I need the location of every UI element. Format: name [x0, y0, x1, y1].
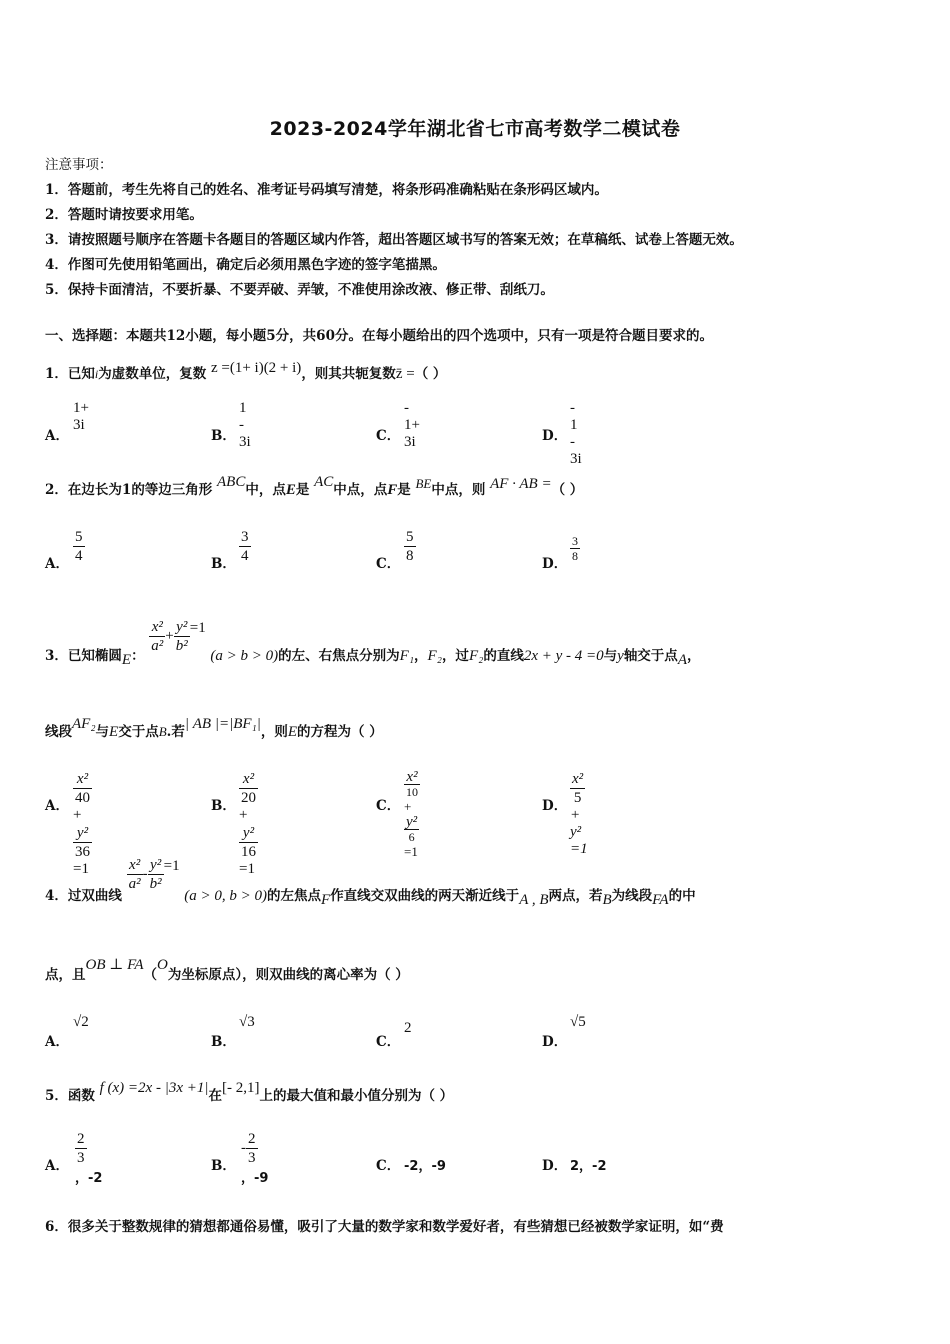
section-heading: 一、选择题：本题共12小题，每小题5分，共60分。在每小题给出的四个选项中，只有一项是符合题目要求的。: [45, 328, 713, 344]
q3-text: ：: [131, 648, 145, 664]
equals-one: =1: [239, 861, 255, 877]
option-label: D．: [542, 428, 568, 444]
option-label: A．: [45, 1034, 69, 1050]
numerator: y²: [73, 824, 92, 843]
notice-item: 2．答题时请按要求用笔。: [45, 207, 203, 223]
q4-text: 作直线交双曲线的两天渐近线于: [330, 888, 520, 904]
q4-text: 两点，若: [548, 888, 603, 904]
equals-one: =1: [73, 861, 89, 877]
option-tail: + y² =1: [570, 807, 588, 857]
q3-focus-f1: F₁: [399, 648, 415, 664]
q5-function: f (x) =2x - |3x +1|: [99, 1080, 209, 1096]
option-value: 2: [404, 1020, 412, 1036]
q3-text: 与: [603, 648, 618, 664]
fraction: [570, 534, 580, 563]
q1-conjugate: z̄ =: [395, 366, 415, 382]
option-label: A．: [45, 428, 69, 444]
equals-one: =1: [404, 844, 418, 859]
q3-text: 轴交于点: [623, 648, 678, 664]
fraction: [239, 770, 258, 807]
q3-text: ，: [686, 648, 701, 664]
denominator: 5: [573, 790, 582, 806]
q4-perpendicular: OB ⊥ FA: [85, 957, 144, 973]
fraction: [73, 528, 85, 565]
option-label: D．: [542, 556, 568, 572]
q3-text: 3．已知椭圆: [45, 648, 122, 664]
fraction: [73, 770, 92, 807]
option-value: -2，-9: [404, 1159, 446, 1174]
minus-sign: -: [142, 866, 148, 882]
option-label: B．: [211, 556, 236, 572]
option-label: D．: [542, 798, 568, 814]
denominator: a²: [128, 876, 141, 892]
option-label: C．: [376, 1034, 401, 1050]
option-label: C．: [376, 798, 401, 814]
option-value: 2，-2: [570, 1159, 607, 1174]
q3-text: 线段: [45, 724, 72, 740]
q2-point-f: F: [387, 482, 398, 498]
denominator: b²: [149, 876, 162, 892]
option-label: D．: [542, 1034, 568, 1050]
q1-text: 为虚数单位，复数: [98, 366, 207, 382]
numerator: y²: [239, 824, 258, 843]
q5-interval: [- 2,1]: [221, 1080, 260, 1096]
fraction: [404, 528, 416, 565]
denominator: 36: [75, 844, 90, 860]
q3-line-equation: 2x + y - 4 =0: [523, 648, 604, 664]
option-value: √3: [239, 1014, 255, 1030]
fraction: [148, 856, 164, 893]
option-label: B．: [211, 798, 236, 814]
fraction: [404, 770, 420, 799]
denominator: 40: [75, 790, 90, 806]
option-label: B．: [211, 1034, 236, 1050]
denominator: 8: [406, 548, 414, 564]
q4-text: 的左焦点: [267, 888, 322, 904]
q3-ellipse-e: E: [109, 724, 119, 740]
option-label: A．: [45, 556, 69, 572]
option-value: 1 - 3i: [239, 400, 251, 450]
q4-condition: (a > 0, b > 0): [184, 888, 268, 904]
option-label: C．: [376, 556, 401, 572]
question-6: 6．很多关于整数规律的猜想都通俗易懂，吸引了大量的数学家和数学爱好者，有些猜想已经被数学家证明，如“费: [45, 1219, 724, 1235]
q3-text: 与: [95, 724, 110, 740]
fraction: [239, 528, 251, 565]
q3-text: 的直线: [483, 648, 524, 664]
denominator: b²: [175, 638, 188, 654]
plus-sign: +: [165, 628, 174, 644]
question-3: [45, 618, 700, 678]
q4-text: （: [143, 967, 157, 983]
numerator: 3: [241, 529, 249, 545]
q2-text: 是: [397, 482, 411, 498]
question-1: [45, 362, 446, 383]
question-3-line-2: [45, 716, 383, 741]
option-label: B．: [211, 1158, 236, 1174]
option-label: B．: [211, 428, 236, 444]
q5-options: [45, 1130, 925, 1186]
numerator: x²: [572, 771, 584, 787]
q3-focus-f2: F₂: [468, 648, 484, 664]
q4-origin-o: O: [157, 957, 168, 973]
numerator: x²: [404, 770, 420, 785]
numerator: 5: [75, 529, 83, 545]
denominator: 20: [241, 790, 256, 806]
q4-text: 的中: [668, 888, 696, 904]
q5-text: 在: [208, 1088, 222, 1104]
q2-text: 1: [121, 482, 132, 498]
q4-text: 4．过双曲线: [45, 888, 122, 904]
notice-item: 5．保持卡面清洁，不要折暴、不要弄破、弄皱，不准使用涂改液、修正带、刮纸刀。: [45, 282, 554, 298]
numerator: 2: [248, 1131, 256, 1147]
q3-ellipse-e: E: [121, 652, 132, 668]
numerator: x²: [239, 770, 258, 789]
fraction: [174, 618, 190, 655]
q2-triangle: ABC: [217, 474, 246, 490]
denominator: 16: [241, 844, 256, 860]
equals-one: =1: [163, 858, 180, 874]
numerator: x²: [149, 618, 165, 637]
q4-points-ab: A , B: [519, 892, 549, 908]
q3-condition: (a > b > 0): [210, 648, 279, 664]
fraction: [149, 618, 165, 655]
q3-focus-f2: F₂: [427, 648, 442, 664]
q3-blank: 的方程为（ ）: [297, 724, 383, 740]
q3-text: ，: [414, 648, 428, 664]
q4-point-b: B: [602, 892, 612, 908]
q3-abs-condition: | AB |=|BF₁|: [184, 716, 261, 732]
option-label: C．: [376, 428, 401, 444]
notice-item: 4．作图可先使用铅笔画出，确定后必须用黑色字迹的签字笔描黑。: [45, 257, 446, 273]
option-value: √2: [73, 1014, 89, 1030]
option-label: A．: [45, 1158, 69, 1174]
numerator: y²: [148, 856, 164, 875]
notice-block: [45, 153, 743, 303]
q3-ellipse-e: E: [287, 724, 298, 740]
q2-text: 中点，点: [333, 482, 388, 498]
q2-text: 是: [295, 482, 310, 498]
q5-blank: 上的最大值和最小值分别为（ ）: [259, 1088, 454, 1104]
q4-focus-f: F: [321, 892, 331, 908]
fraction: [404, 815, 419, 844]
minus-sign: -: [241, 1139, 246, 1156]
q2-text: 中点，则: [431, 482, 486, 498]
notice-item: 3．请按照题号顺序在答题卡各题目的答题区域内作答，超出答题区域书写的答案无效；在草稿纸、试卷上答题无效。: [45, 232, 743, 248]
numerator: 5: [406, 529, 414, 545]
fraction: [570, 770, 585, 807]
q3-options: A． $\frac{\text{x²}}{40}$ + $\frac{\text{y²}}{36}$ =1 B． $\frac{\text{x²}}{20}$ + $\frac{\text{y²}}{16}$ =1 C． $\frac{\text{x²}}{10}$ + $\frac{\text{y²}}{6}$ =1 D． $\frac{\text{x²}}{5}$ + y² =1: [45, 769, 588, 877]
denominator: 4: [241, 548, 249, 564]
denominator: 3: [248, 1150, 256, 1166]
q1-options: [45, 400, 925, 467]
denominator: 6: [408, 830, 415, 844]
q2-blank: （ ）: [551, 482, 584, 498]
q4-segment-fa: FA: [652, 892, 669, 908]
q2-segment-ac: AC: [314, 474, 334, 490]
q1-blank: （ ）: [414, 366, 447, 382]
fraction: [75, 1130, 87, 1167]
denominator: 10: [406, 785, 418, 799]
q3-text: ，则: [260, 724, 288, 740]
q1-i: i: [94, 367, 99, 381]
q3-text: ，过: [441, 648, 469, 664]
option-value: - 1+ 3i: [404, 400, 420, 450]
numerator: 2: [77, 1131, 85, 1147]
question-4: [45, 856, 696, 916]
denominator: 4: [75, 548, 83, 564]
q4-blank: 为坐标原点），则双曲线的离心率为（ ）: [167, 967, 409, 983]
notice-head: 注意事项：: [45, 157, 113, 173]
q3-y-axis: y: [617, 648, 624, 664]
option-value: 1+ 3i: [73, 400, 89, 433]
numerator: x²: [73, 770, 92, 789]
q1-expression: z =(1+ i)(2 + i): [210, 360, 302, 376]
q4-text: 为线段: [611, 888, 653, 904]
fraction: [127, 856, 143, 893]
notice-item: 1．答题前，考生先将自己的姓名、准考证号码填写清楚，将条形码准确粘贴在条形码区域内。: [45, 182, 608, 198]
numerator: y²: [406, 814, 418, 830]
numerator: 3: [572, 534, 578, 548]
q3-text: 的左、右焦点分别为: [278, 648, 400, 664]
numerator: y²: [174, 618, 190, 637]
question-4-line-2: [45, 957, 409, 984]
numerator: x²: [127, 856, 143, 875]
option-label: C．: [376, 1158, 401, 1174]
q4-options: [45, 1006, 925, 1056]
option-tail: ，-9: [241, 1171, 269, 1186]
denominator: 3: [77, 1150, 85, 1166]
q4-text: 点，且: [45, 967, 86, 983]
q2-dot-product: AF · AB =: [490, 476, 552, 492]
equals-one: =1: [189, 620, 206, 636]
q3-point-b: B: [158, 724, 167, 739]
page-title: 2023-2024学年湖北省七市高考数学二模试卷: [269, 118, 681, 140]
q2-point-e: E: [285, 482, 296, 498]
q3-segment-af2: AF₂: [72, 716, 96, 732]
option-label: D．: [542, 1158, 568, 1174]
q3-text: 交于点: [118, 724, 159, 740]
q3-point-a: A: [677, 652, 687, 668]
q1-text: ，则其共轭复数: [301, 366, 396, 382]
q2-text: 中，点: [245, 482, 286, 498]
q2-text: 的等边三角形: [131, 482, 213, 498]
denominator: a²: [151, 638, 164, 654]
option-tail: ，-2: [75, 1171, 103, 1186]
question-5: [45, 1080, 454, 1105]
fraction: [246, 1130, 258, 1167]
q1-text: 1．已知: [45, 366, 95, 382]
option-value: √5: [570, 1014, 586, 1030]
q3-text: .若: [166, 724, 185, 740]
q2-segment-be: BE: [415, 476, 432, 491]
option-label: A．: [45, 798, 69, 814]
q5-text: 5．函数: [45, 1088, 95, 1104]
option-value: - 1 - 3i: [570, 400, 582, 467]
q2-options: [45, 528, 925, 578]
denominator: 8: [572, 549, 578, 563]
q2-text: 2．在边长为: [45, 482, 122, 498]
question-2: [45, 474, 584, 499]
